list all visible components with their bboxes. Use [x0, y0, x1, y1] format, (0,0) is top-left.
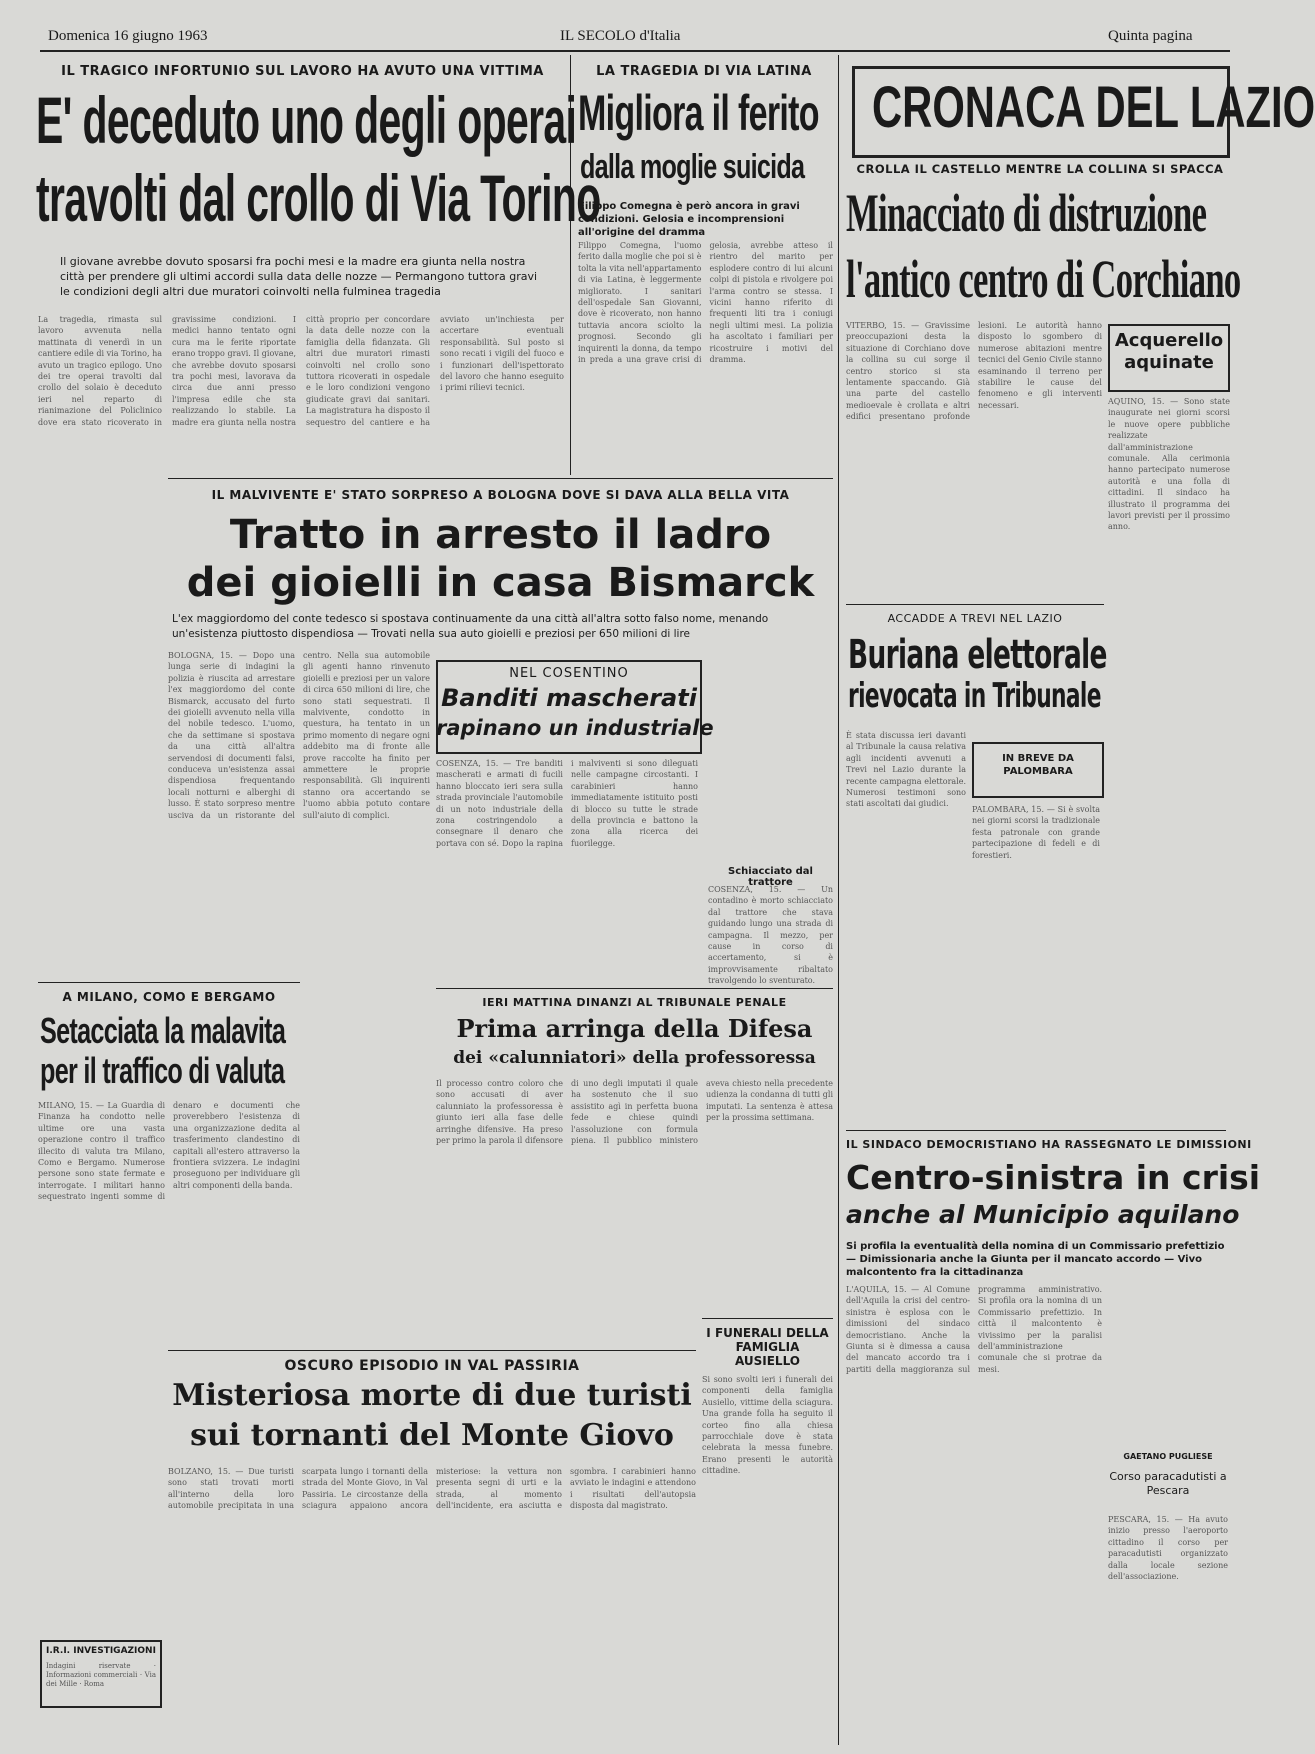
brief-headline: Schiacciato dal trattore — [728, 866, 813, 888]
brief-headline: I FUNERALI DELLA FAMIGLIA AUSIELLO — [706, 1326, 829, 1368]
issue-date: Domenica 16 giugno 1963 — [48, 28, 208, 44]
article-kicker: ACCADDE A TREVI NEL LAZIO — [887, 612, 1063, 625]
brief-body: COSENZA, 15. — Un contadino è morto schiacciato dal trattore che stava guidando lungo una strada di campagna. Il mezzo, per cause in corso di accertamento, si è improvvisamente ribaltato travolgendo lo sventurato. — [708, 885, 833, 986]
section-rule — [846, 604, 1104, 605]
article-kicker: CROLLA IL CASTELLO MENTRE LA COLLINA SI SPACCA — [856, 162, 1224, 176]
article-headline: dei gioielli in casa Bismarck — [186, 560, 815, 606]
article-body: L'AQUILA, 15. — Al Comune dell'Aquila la crisi del centro-sinistra è esplosa con le dimissioni del sindaco democristiano. Anche la Giunta si è dimessa a causa del mancato accordo tra i partiti della maggioranza sul programma amministrativo. Si profila ora la nomina di un Commissario prefettizio. In città il malcontento è vivissimo per la paralisi dell'amministrazione comunale che si protrae da mesi. — [846, 1285, 1102, 1374]
article-body: Il processo contro coloro che sono accusati di aver calunniato la professoressa è giunto ieri alla fase delle arringhe difensive. Ha preso per primo la parola il difensore di uno degli imputati il quale ha sostenuto che il suo assistito agì in perfetta buona fede e chiese quindi l'assoluzione con formula piena. Il pubblico ministero aveva chiesto nella precedente udienza la condanna di tutti gli imputati. La sentenza è attesa per la prossima settimana. — [436, 1079, 833, 1146]
article-headline: dei «calunniatori» della professoressa — [453, 1048, 816, 1068]
article-body: MILANO, 15. — La Guardia di Finanza ha condotto nelle ultime ore una vasta operazione contro il traffico illecito di valuta tra Milano, Como e Bergamo. Numerose persone sono state fermate e interrogate. I militari hanno sequestrato ingenti somme di denaro e documenti che proverebbero l'esistenza di una organizzazione dedita al trasferimento clandestino di capitali all'estero attraverso la frontiera svizzera. Le indagini proseguono per individuare gli altri componenti della banda. — [38, 1101, 300, 1202]
section-rule — [702, 1318, 833, 1319]
brief-body: PESCARA, 15. — Ha avuto inizio presso l'aeroporto cittadino il corso per paracadutisti organizzato dalla locale sezione dell'associazione. — [1108, 1515, 1228, 1582]
article-kicker: IERI MATTINA DINANZI AL TRIBUNALE PENALE — [482, 996, 787, 1009]
article-headline: travolti dal crollo di Via Torino — [36, 161, 601, 235]
article-headline: l'antico centro di Corchiano — [846, 249, 1241, 309]
article-headline: E' deceduto uno degli operai — [36, 83, 577, 157]
brief-body: Si sono svolti ieri i funerali dei componenti della famiglia Ausiello, vittime della sciagura. Una grande folla ha seguito il corteo fino alla chiesa parrocchiale dove è stata celebrata la messa funebre. Erano presenti le autorità cittadine. — [702, 1375, 833, 1476]
ad-title: I.R.I. INVESTIGAZIONI — [46, 1646, 156, 1656]
column-divider — [838, 55, 839, 1745]
article-body: AQUINO, 15. — Sono state inaugurate nei giorni scorsi le nuove opere pubbliche realizzate dall'amministrazione comunale. Alla cerimonia hanno partecipato numerose autorità e una folla di cittadini. Il sindaco ha illustrato il programma dei lavori previsti per il prossimo anno. — [1108, 397, 1230, 532]
section-rule — [168, 478, 833, 479]
article-body: COSENZA, 15. — Tre banditi mascherati e armati di fucili hanno bloccato ieri sera sulla strada provinciale l'automobile di un noto industriale della zona costringendolo a consegnare il denaro che portava con sé. Dopo la rapina i malviventi si sono dileguati nelle campagne circostanti. I carabinieri hanno immediatamente istituito posti di blocco su tutte le strade della provincia e battono la zona alla ricerca dei fuorilegge. — [436, 759, 698, 848]
brief-headline: IN BREVE DA PALOMBARA — [1002, 753, 1074, 777]
article-body: BOLOGNA, 15. — Dopo una lunga serie di indagini la polizia è riuscita ad arrestare l'ex maggiordomo del conte Bismarck, accusato del furto dei gioielli avvenuto nella villa del nobile tedesco. L'uomo, che da settimane si spostava da una città all'altra servendosi di documenti falsi, conduceva un'esistenza assai dispendiosa frequentando locali notturni e alberghi di lusso. È stato sorpreso mentre usciva da un ristorante del centro. Nella sua automobile gli agenti hanno rinvenuto gioielli e preziosi per un valore di circa 650 milioni di lire, che sono stati sequestrati. Il malvivente, condotto in questura, ha tentato in un primo momento di negare ogni addebito ma di fronte alle prove raccolte ha finito per ammettere le proprie responsabilità. Gli inquirenti stanno ora accertando se l'uomo abbia potuto contare sull'aiuto di complici. — [168, 651, 430, 820]
article-headline: Acquerello aquinate — [1114, 330, 1224, 373]
article-body: Filippo Comegna, l'uomo ferito dalla moglie che poi si è tolta la vita nell'appartamento di via Latina, è leggermente migliorato. I sanitari dell'ospedale San Giovanni, dove è ricoverato, non hanno tuttavia ancora sciolto la prognosi. Secondo gli inquirenti la donna, da tempo in preda a una grave crisi di gelosia, avrebbe atteso il rientro del marito per esplodere contro di lui alcuni colpi di pistola e rivolgere poi l'arma contro se stessa. I vicini hanno riferito di frequenti liti tra i coniugi negli ultimi mesi. La polizia ha ascoltato i familiari per ricostruire i motivi del dramma. — [578, 241, 833, 365]
article-headline: Minacciato di distruzione — [846, 183, 1207, 243]
brief-body: PALOMBARA, 15. — Si è svolta nei giorni scorsi la tradizionale festa patronale con grande partecipazione di fedeli e di forestieri. — [972, 805, 1100, 860]
section-rule — [168, 1350, 696, 1351]
article-headline: per il traffico di valuta — [40, 1050, 285, 1091]
article-kicker: LA TRAGEDIA DI VIA LATINA — [596, 64, 812, 79]
article-kicker: NEL COSENTINO — [509, 666, 629, 681]
section-banner: CRONACA DEL LAZIO — [872, 75, 1315, 140]
ad-text: Indagini riservate · Informazioni commerciali · Via dei Mille · Roma — [46, 1662, 156, 1688]
section-rule — [436, 988, 833, 989]
section-rule — [846, 1130, 1226, 1131]
article-headline: sui tornanti del Monte Giovo — [190, 1418, 674, 1453]
page-number: Quinta pagina — [1108, 28, 1193, 44]
masthead-rule — [40, 50, 1230, 52]
article-kicker: IL SINDACO DEMOCRISTIANO HA RASSEGNATO LE DIMISSIONI — [846, 1138, 1252, 1151]
article-headline: Buriana elettorale — [848, 632, 1107, 678]
article-headline: rievocata in Tribunale — [848, 676, 1101, 716]
article-headline: dalla moglie suicida — [580, 148, 805, 186]
article-body: La tragedia, rimasta sul lavoro avvenuta nella mattinata di venerdì in un cantiere edile di via Torino, ha avuto un tragico epilogo. Uno dei tre operai travolti dal crollo del solaio è deceduto ieri nel reparto di rianimazione del Policlinico dove era stato ricoverato in gravissime condizioni. I medici hanno tentato ogni cura ma le ferite riportate erano troppo gravi. Il giovane, che avrebbe dovuto sposarsi tra pochi mesi, lavorava da circa due anni presso l'impresa edile che sta realizzando lo stabile. La madre era giunta nella nostra città proprio per concordare la data delle nozze con la famiglia della fidanzata. Gli altri due muratori rimasti coinvolti nel crollo sono tuttora ricoverati in ospedale e le loro condizioni vengono giudicate gravi dai sanitari. La magistratura ha disposto il sequestro del cantiere e ha avviato un'inchiesta per accertare eventuali responsabilità. Sul posto si sono recati i vigili del fuoco e i funzionari dell'ispettorato del lavoro che hanno eseguito i primi rilievi tecnici. — [38, 315, 564, 427]
article-kicker: OSCURO EPISODIO IN VAL PASSIRIA — [284, 1358, 580, 1374]
article-body: È stata discussa ieri davanti al Tribunale la causa relativa agli incidenti avvenuti a Trevi nel Lazio durante la recente campagna elettorale. Numerosi testimoni sono stati ascoltati dai giudici. — [846, 731, 966, 809]
article-kicker: A MILANO, COMO E BERGAMO — [62, 990, 276, 1004]
article-kicker: IL TRAGICO INFORTUNIO SUL LAVORO HA AVUTO UNA VITTIMA — [61, 64, 544, 79]
article-headline: Setacciata la malavita — [40, 1010, 286, 1051]
article-headline: Misteriosa morte di due turisti — [172, 1378, 692, 1413]
brief-headline: Corso paracadutisti a Pescara — [1109, 1470, 1227, 1497]
article-deck: Si profila la eventualità della nomina di un Commissario prefettizio — Dimissionaria anche la Giunta per il mancato accordo — Vivo malcontento fra la cittadinanza — [846, 1241, 1225, 1278]
article-headline: Tratto in arresto il ladro — [229, 512, 772, 558]
article-headline: Centro-sinistra in crisi — [846, 1158, 1261, 1197]
article-headline: rapinano un industriale — [436, 716, 714, 740]
article-deck: Filippo Comegna è però ancora in gravi condizioni. Gelosia e incomprensioni all'origine del dramma — [578, 201, 800, 238]
article-deck: Il giovane avrebbe dovuto sposarsi fra pochi mesi e la madre era giunta nella nostra città per prendere gli ultimi accordi sulla data delle nozze — Permangono tuttora gravi le condizioni degli altri due muratori coinvolti nella fulminea tragedia — [60, 255, 538, 298]
byline: GAETANO PUGLIESE — [1123, 1452, 1213, 1461]
paper-name: IL SECOLO d'Italia — [560, 28, 681, 44]
article-headline: Banditi mascherati — [441, 684, 697, 712]
article-headline: anche al Municipio aquilano — [846, 1200, 1240, 1229]
article-headline: Prima arringa della Difesa — [456, 1014, 813, 1043]
section-rule — [38, 982, 300, 983]
article-deck: L'ex maggiordomo del conte tedesco si spostava continuamente da una città all'altra sotto falso nome, menando un'esistenza piuttosto dispendiosa — Trovati nella sua auto gioielli e preziosi per 650 milioni di lire — [172, 613, 769, 640]
article-body: VITERBO, 15. — Gravissime preoccupazioni desta la situazione di Corchiano dove la collina su cui sorge il centro storico si sta lentamente spaccando. Già una parte del castello medioevale è crollata e altri edifici presentano profonde lesioni. Le autorità hanno disposto lo sgombero di numerose abitazioni mentre tecnici del Genio Civile stanno esaminando il terreno per stabilire le cause del fenomeno e gli interventi necessari. — [846, 321, 1102, 422]
article-kicker: IL MALVIVENTE E' STATO SORPRESO A BOLOGNA DOVE SI DAVA ALLA BELLA VITA — [211, 488, 790, 502]
article-headline: Migliora il ferito — [578, 85, 819, 141]
article-body: BOLZANO, 15. — Due turisti sono stati trovati morti all'interno della loro automobile precipitata in una scarpata lungo i tornanti della strada del Monte Giovo, in Val Passiria. Le circostanze della sciagura appaiono ancora misteriose: la vettura non presenta segni di urti e la strada, al momento dell'incidente, era asciutta e sgombra. I carabinieri hanno avviato le indagini e attendono i risultati dell'autopsia disposta dal magistrato. — [168, 1467, 696, 1511]
